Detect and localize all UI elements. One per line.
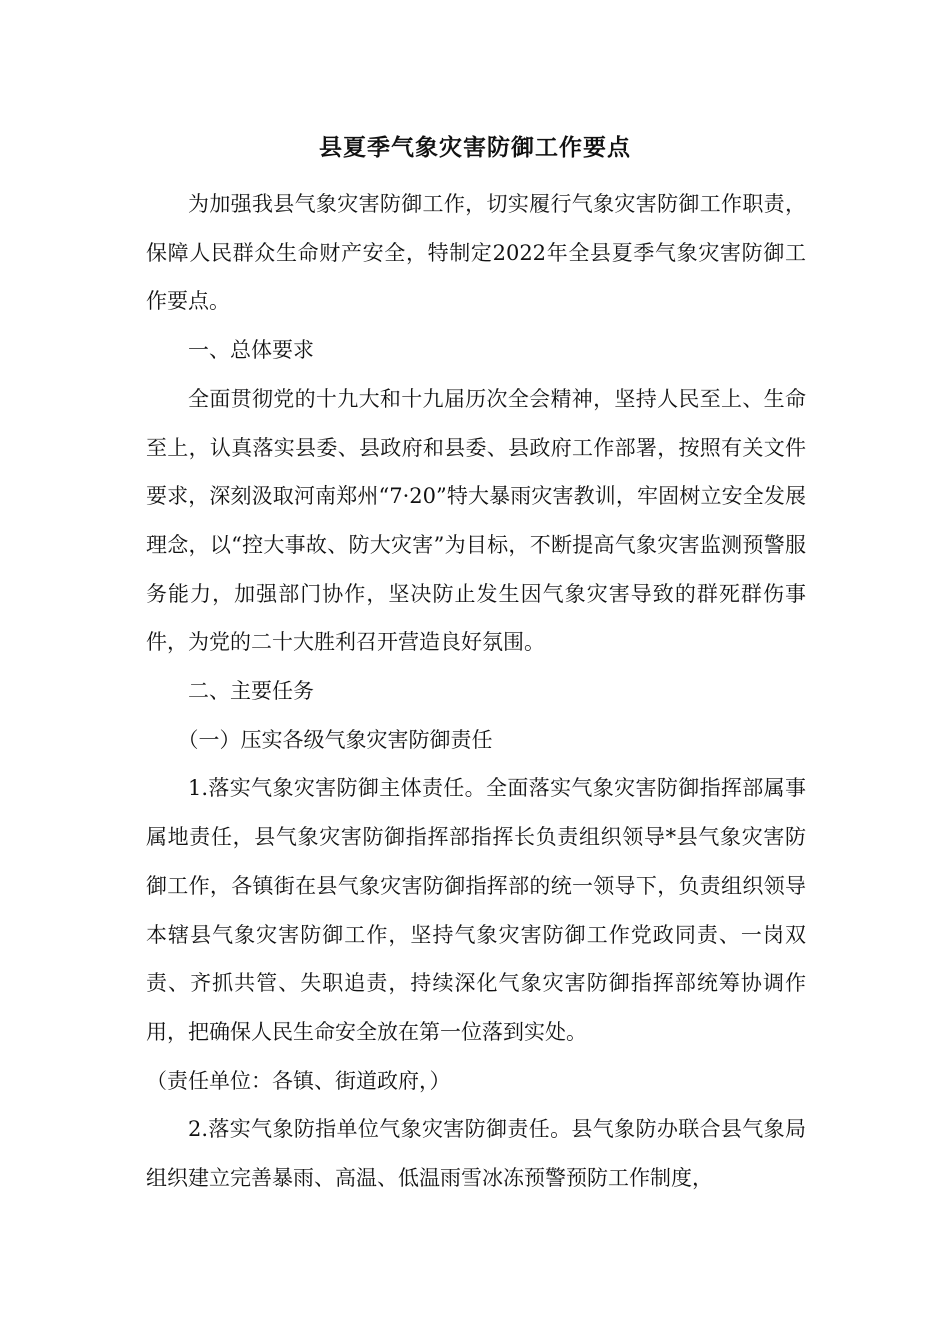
document-body bbox=[146, 180, 806, 1203]
document-title: 县夏季气象灾害防御工作要点 bbox=[319, 134, 631, 161]
overall-requirements-paragraph: 全面贯彻党的十九大和十九届历次全会精神，坚持人民至上、生命至上，认真落实县委、县政府和县委、县政府工作部署，按照有关文件要求，深刻汲取河南郑州“7·20”特大暴雨灾害教训，牢固树立安全发展理念，以“控大事故、防大灾害”为目标，不断提高气象灾害监测预警服务能力，加强部门协作，坚决防止发生因气象灾害导致的群死群伤事件，为党的二十大胜利召开营造良好氛围。 bbox=[146, 386, 806, 655]
task-1-paragraph: 1.落实气象灾害防御主体责任。全面落实气象灾害防御指挥部属事属地责任，县气象灾害防御指挥部指挥长负责组织领导*县气象灾害防御工作，各镇街在县气象灾害防御指挥部的统一领导下，负责组织领导本辖县气象灾害防御工作，坚持气象灾害防御工作党政同责、一岗双责、齐抓共管、失职追责，持续深化气象灾害防御指挥部统筹协调作用，把确保人民生命安全放在第一位落到实处。 bbox=[146, 776, 806, 1044]
section-heading-main-tasks: 二、主要任务 bbox=[188, 679, 314, 704]
subsection-heading-responsibility: （一）压实各级气象灾害防御责任 bbox=[177, 727, 493, 752]
task-2-paragraph: 2.落实气象防指单位气象灾害防御责任。县气象防办联合县气象局组织建立完善暴雨、高温、低温雨雪冰冻预警预防工作制度， bbox=[146, 1117, 806, 1191]
task-1-responsible-units: （责任单位：各镇、街道政府，） bbox=[146, 1068, 451, 1093]
intro-paragraph: 为加强我县气象灾害防御工作，切实履行气象灾害防御工作职责，保障人民群众生命财产安全，特制定2022年全县夏季气象灾害防御工作要点。 bbox=[146, 192, 806, 314]
section-heading-overall-requirements: 一、总体要求 bbox=[188, 338, 314, 363]
